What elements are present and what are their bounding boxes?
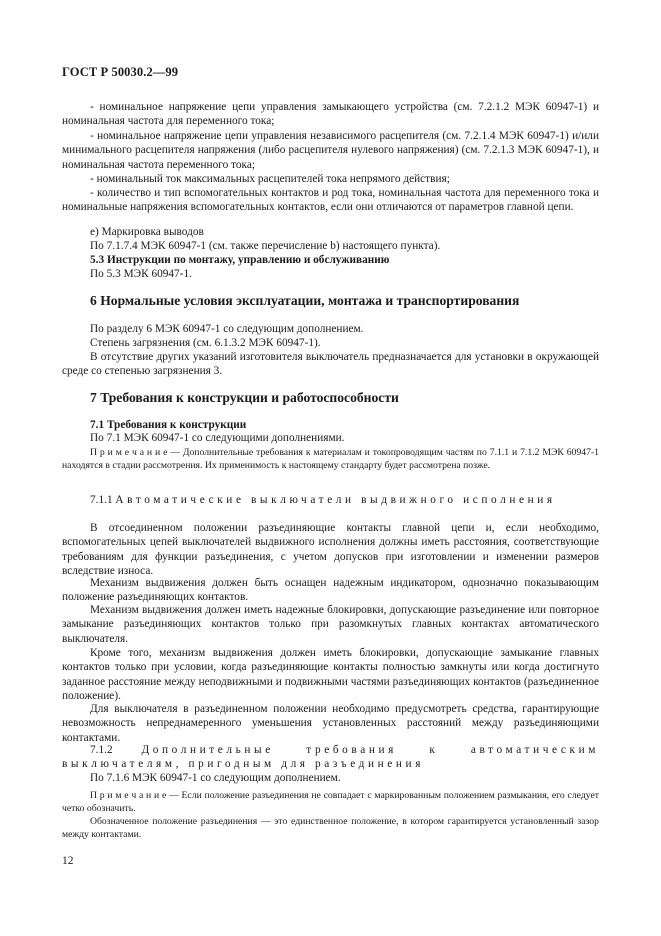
section-6-title: 6 Нормальные условия эксплуатации, монтажа и транспортирования [90, 293, 520, 308]
paragraph-auxiliary-contacts: - количество и тип вспомогательных контактов и род тока, номинальная частота для переменного тока и номинальные напряжения вспомогательных контактов, если они отличаются от параметров главной цепи. [62, 187, 599, 214]
clause-number: 7.1.1 [90, 494, 113, 506]
clause-number: 7.1.2 [90, 744, 113, 756]
note-body: Дополнительные требования к материалам и токопроводящим частям по 7.1.1 и 7.1.2 МЭК 60947-1 находятся в стадии рассмотрения. Их применимость к настоящему стандарту будет рассмотрена позже. [62, 447, 600, 471]
section-6-intro: По разделу 6 МЭК 60947-1 со следующим дополнением. [90, 323, 364, 335]
clause-7-1-2-heading [62, 743, 599, 772]
note-isolation-position-cont: Обозначенное положение разъединения — это единственное положение, в котором гарантируется установленный зазор между контактами. [62, 816, 599, 840]
paragraph-control-voltage-release: - номинальное напряжение цепи управления независимого расцепителя (см. 7.2.1.4 МЭК 60947-1) и/или минимального расцепителя напряжения (либо расцепителя нулевого напряжения) (см. 7.2.1.3 МЭК 60947-1), и номинальная частота переменного тока; [62, 130, 599, 171]
note-materials [62, 447, 599, 472]
clause-7-1-1-disconnected-means: Для выключателя в разъединенном положении необходимо предусмотреть средства, гарантирующие невозможность непреднамеренного уменьшения установленных расстояний между разъединяющими контактами. [62, 703, 599, 744]
clause-7-1-1-closing-conditions: Кроме того, механизм выдвижения должен иметь блокировки, допускающие замыкание главных контактов только при условии, когда разъединяющие контакты полностью замкнуты или когда достигнуто заданное расстояние между неподвижными и подвижными частями разъединяющих контактов (разъединенное положение). [62, 647, 599, 703]
paragraph-control-voltage-closing: - номинальное напряжение цепи управления замыкающего устройства (см. 7.2.1.2 МЭК 60947-1) и номинальная частота для переменного тока; [62, 101, 599, 128]
paragraph-max-current-release: - номинальный ток максимальных расцепителей тока непрямого действия; [90, 173, 450, 185]
document-code-header: ГОСТ Р 50030.2—99 [62, 65, 179, 79]
note-isolation-position [62, 790, 599, 815]
clause-title: Дополнительные требования к автоматическим выключателям, пригодным для разъединения [62, 744, 599, 771]
note-body: Если положение разъединения не совпадает с маркированным положением размыкания, его следует четко обозначить. [62, 790, 600, 814]
section-6-pollution-degree: Степень загрязнения (см. 6.1.3.2 МЭК 60947-1). [90, 337, 321, 349]
section-6-default-condition: В отсутствие других указаний изготовителя выключатель предназначается для установки в окружающей среде со степенью загрязнения 3. [62, 351, 599, 378]
clause-title: Автоматические выключатели выдвижного исполнения [115, 494, 556, 506]
clause-7-1-1-interlocks: Механизм выдвижения должен иметь надежные блокировки, допускающие разъединение или повторное замыкание разъединяющих контактов только при разомкнутых главных контактах автоматического выключателя. [62, 604, 599, 645]
page-number: 12 [62, 855, 74, 867]
paragraph-terminal-marking: е) Маркировка выводов [90, 226, 204, 238]
section-7-title: 7 Требования к конструкции и работоспособности [90, 390, 399, 405]
clause-7-1-1-indicator: Механизм выдвижения должен быть оснащен надежным индикатором, однозначно показывающим положение разъединяющих контактов. [62, 577, 599, 604]
subsection-5-3-title: 5.3 Инструкции по монтажу, управлению и обслуживанию [90, 254, 390, 266]
subsection-7-1-text: По 7.1 МЭК 60947-1 со следующими дополнениями. [90, 432, 345, 444]
note-label: П р и м е ч а н и е — [90, 790, 179, 801]
clause-7-1-2-text: По 7.1.6 МЭК 60947-1 со следующим дополнением. [90, 772, 341, 784]
subsection-7-1-title: 7.1 Требования к конструкции [90, 419, 247, 431]
paragraph-terminal-marking-ref: По 7.1.7.4 МЭК 60947-1 (см. также перечисление b) настоящего пункта). [90, 240, 441, 252]
clause-7-1-1-heading [62, 493, 599, 507]
subsection-5-3-text: По 5.3 МЭК 60947-1. [90, 268, 192, 280]
clause-7-1-1-distances: В отсоединенном положении разъединяющие контакты главной цепи и, если необходимо, вспомогательных цепей выключателей выдвижного исполнения должны иметь расстояния, соответствующие требованиям для функции разъединения, с учетом допусков при изготовлении и изменении размеров вследствие износа. [62, 522, 599, 578]
note-label: П р и м е ч а н и е — [90, 447, 180, 458]
